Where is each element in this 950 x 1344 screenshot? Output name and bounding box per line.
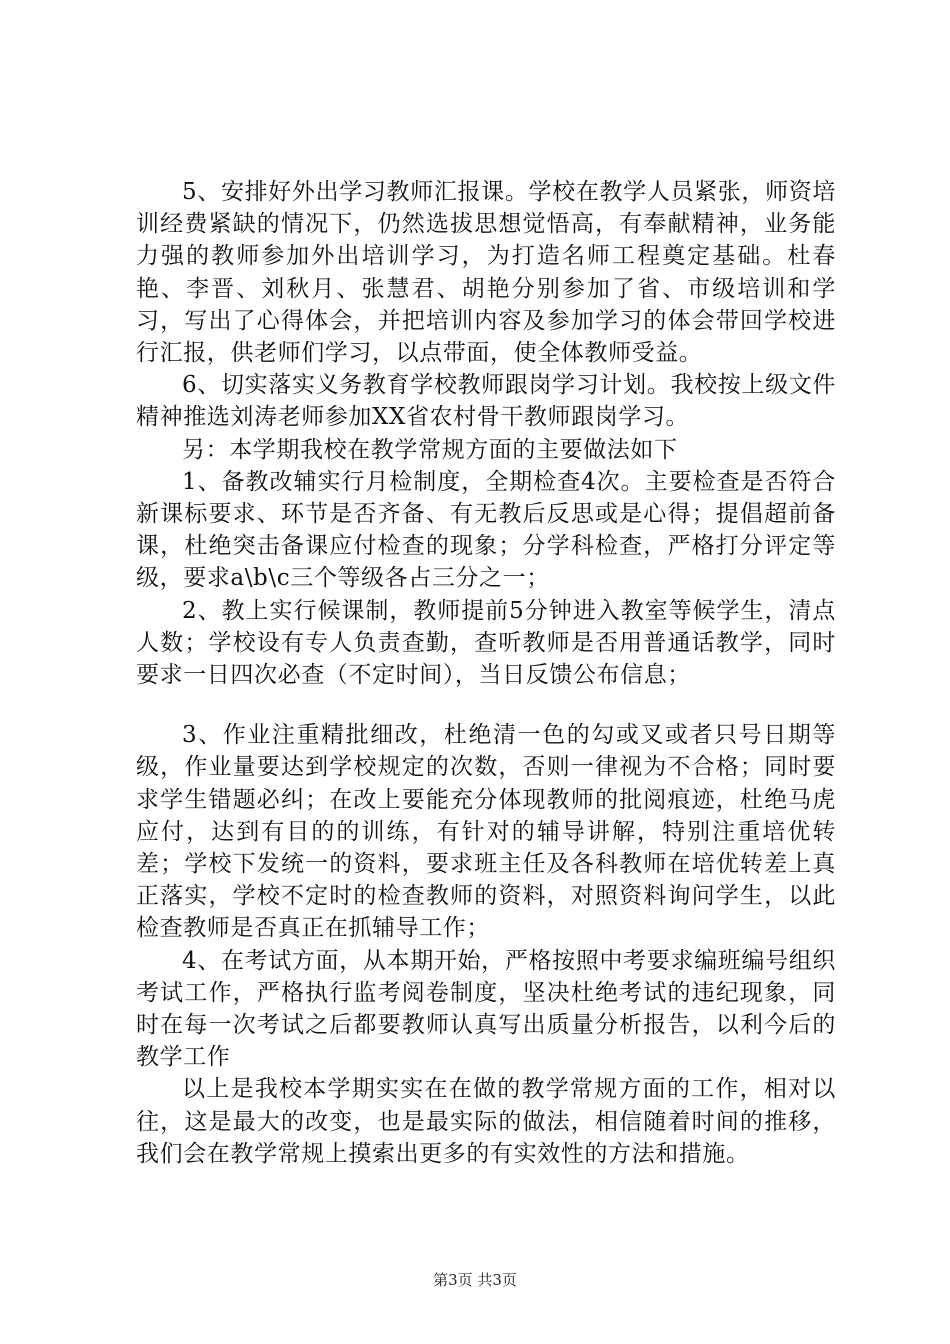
paragraph-item-1: 1、备教改辅实行月检制度，全期检查4次。主要检查是否符合新课标要求、环节是否齐备、有无教后反思或是心得；提倡超前备课，杜绝突击备课应付检查的现象；分学科检查，严格打分评定等级，要求a\b\c三个等级各占三分之一； bbox=[136, 468, 836, 592]
paragraph-item-2: 2、教上实行候课制，教师提前5分钟进入教室等候学生，清点人数；学校设有专人负责查勤，查听教师是否用普通话教学，同时要求一日四次必查（不定时间），当日反馈公布信息； bbox=[136, 597, 836, 689]
paragraph-item-4: 4、在考试方面，从本期开始，严格按照中考要求编班编号组织考试工作，严格执行监考阅卷制度，坚决杜绝考试的违纪现象，同时在每一次考试之后都要教师认真写出质量分析报告，以利今后的教学工作 bbox=[136, 947, 836, 1071]
document-body bbox=[136, 176, 836, 1170]
paragraph-item-6: 6、切实落实义务教育学校教师跟岗学习计划。我校按上级文件精神推选刘涛老师参加XX省农村骨干教师跟岗学习。 bbox=[136, 372, 836, 431]
paragraph-summary-intro: 另：本学期我校在教学常规方面的主要做法如下 bbox=[182, 436, 678, 463]
page-footer bbox=[0, 1270, 950, 1290]
paragraph-item-5: 5、安排好外出学习教师汇报课。学校在教学人员紧张，师资培训经费紧缺的情况下，仍然选拔思想觉悟高，有奉献精神，业务能力强的教师参加外出培训学习，为打造名师工程奠定基础。杜春艳、李晋、刘秋月、张慧君、胡艳分别参加了省、市级培训和学习，写出了心得体会，并把培训内容及参加学习的体会带回学校进行汇报，供老师们学习，以点带面，使全体教师受益。 bbox=[136, 179, 836, 367]
paragraph-conclusion: 以上是我校本学期实实在在做的教学常规方面的工作，相对以往，这是最大的改变，也是最实际的做法，相信随着时间的推移，我们会在教学常规上摸索出更多的有实效性的方法和措施。 bbox=[136, 1076, 836, 1167]
paragraph-item-3: 3、作业注重精批细改，杜绝清一色的勾或叉或者只号日期等级，作业量要达到学校规定的次数，否则一律视为不合格；同时要求学生错题必纠；在改上要能充分体现教师的批阅痕迹，杜绝马虎应付，达到有目的的训练，有针对的辅导讲解，特别注重培优转差；学校下发统一的资料，要求班主任及各科教师在培优转差上真正落实，学校不定时的检查教师的资料，对照资料询问学生，以此检查教师是否真正在抓辅导工作； bbox=[136, 722, 836, 942]
paragraph-spacer bbox=[136, 691, 836, 719]
page-number-label: 第3页 共3页 bbox=[433, 1271, 517, 1289]
